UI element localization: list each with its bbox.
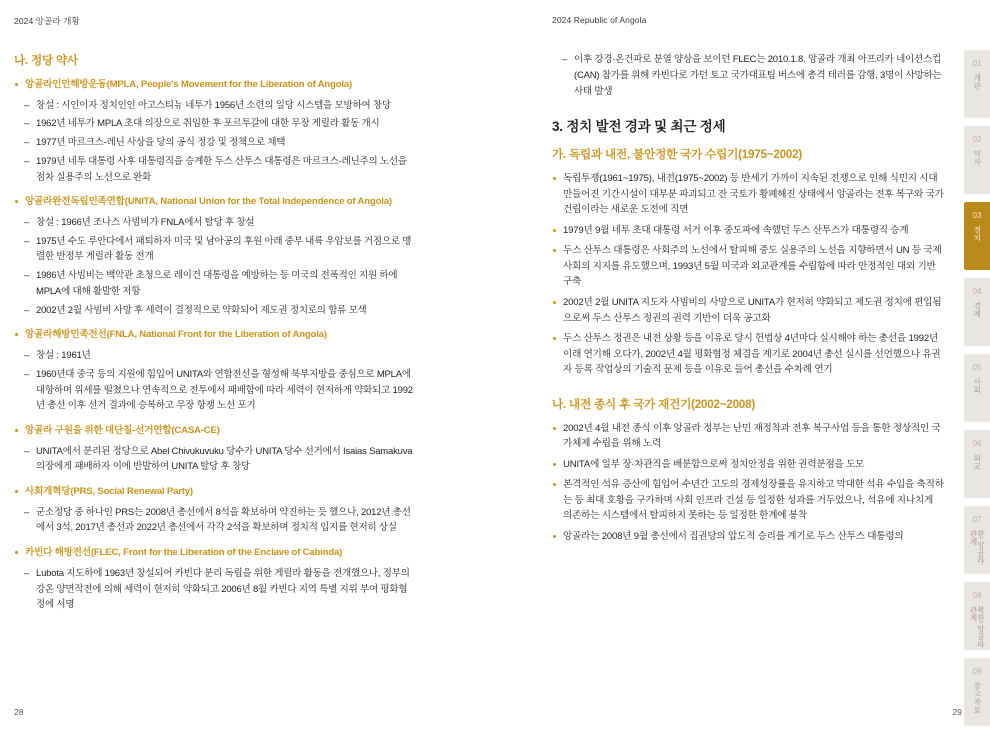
chapter-heading: 3. 정치 발전 경과 및 최근 정세: [552, 119, 726, 135]
list-item: 본격적인 석유 증산에 힘입어 수년간 고도의 경제성장률을 유지하고 막대한 석유 수입을 축적하는 등 최대 호황을 구가하며 사회 인프라 건설 등 일정한 성과를 거두었으나, 석유에 지나치게 의존하는 시스템에서 탈피하지 못하는 등 일정한 한계에 봉착: [552, 477, 944, 524]
party-group-items: [14, 215, 414, 319]
page-number-right: 29: [952, 707, 962, 717]
party-group-title: 앙골라 구원을 위한 대단칠-선거연합(CASA-CE): [14, 423, 414, 439]
list-item: – 1979년 네투 대통령 사후 대통령직을 승계한 두스 산투스 대통령은 마르크스-레닌주의 노선을 점차 실용주의 노선으로 완화: [14, 154, 414, 186]
list-item: – 이후 강경·온건파로 분열 양상을 보이던 FLEC는 2010.1.8. 앙골라 개최 아프리카 네이션스컵(CAN) 참가를 위해 카빈다로 가던 토고 국가대표팀 버스에 총격 테러를 감행, 3명이 사망하는 사태 발생: [552, 52, 944, 99]
party-group-title: 앙골라해방민족전선(FNLA, National Front for the Liberation of Angola): [14, 327, 414, 343]
chapter-tab-number: 06: [972, 439, 982, 448]
list-item: – 1986년 사빔비는 백악관 초청으로 레이건 대통령을 예방하는 등 미국의 전폭적인 지원 하에 MPLA에 대해 활발한 저항: [14, 268, 414, 300]
party-group-title: 앙골라완전독립민족연합(UNITA, National Union for the Total Independence of Angola): [14, 194, 414, 210]
chapter-tab-number: 02: [972, 135, 982, 144]
running-head-left: 2024 앙골라 개황: [14, 16, 80, 26]
party-group-title: 사회개혁당(PRS, Social Renewal Party): [14, 484, 414, 500]
chapter-tab-08[interactable]: [964, 582, 990, 650]
right-column: [552, 52, 944, 549]
list-item: – 1977년 마르크스-레닌 사상을 당의 공식 정강 및 정책으로 채택: [14, 135, 414, 151]
chapter-tab-number: 07: [972, 515, 982, 524]
page-number-left: 28: [14, 707, 24, 717]
list-item: – 창설 : 시인이자 정치인인 아고스티뉴 네투가 1956년 소련의 일당 시스템을 모방하여 창당: [14, 98, 414, 114]
chapter-tabs: [964, 50, 990, 729]
chapter-tab-04[interactable]: [964, 278, 990, 346]
subsection-heading-2: 나. 내전 종식 후 국가 재건기(2002~2008): [552, 397, 755, 411]
subsection-1-list: [552, 171, 944, 377]
chapter-tab-number: 03: [972, 211, 982, 220]
chapter-tab-label: 약사: [972, 150, 982, 166]
left-column: [14, 52, 414, 622]
continued-list: [552, 52, 944, 99]
chapter-tab-label: 사회: [972, 378, 982, 394]
chapter-tab-07[interactable]: [964, 506, 990, 574]
list-item: – 창설 : 1966년 조나스 사빔비가 FNLA에서 탈당 후 창설: [14, 215, 414, 231]
list-item: – 군소정당 중 하나인 PRS는 2008년 총선에서 8석을 확보하며 약진하는 듯 했으나, 2012년 총선에서 3석, 2017년 총선과 2022년 총선에서 각각 2석을 확보하며 정치적 입지를 현저히 상실: [14, 505, 414, 537]
chapter-tab-05[interactable]: [964, 354, 990, 422]
party-group-items: [14, 348, 414, 414]
chapter-tab-label: 북한·앙골라 관계: [969, 606, 986, 649]
chapter-tab-label: 참고자료: [972, 682, 982, 714]
chapter-tab-label: 경제: [972, 302, 982, 318]
party-group-items: [14, 98, 414, 186]
list-item: 두스 산투스 정권은 내전 상황 등을 이유로 당시 헌법상 4년마다 실시해야 하는 총선을 1992년 이래 연기해 오다가, 2002년 4월 평화협정 체결을 계기로 2004년 총선 실시를 선언했으나 유권자 등록 작업상의 기술적 문제 등을 이유로 들어 총선을 수차례 연기: [552, 331, 944, 378]
chapter-tab-09[interactable]: [964, 658, 990, 726]
party-group-title: 앙골라인민해방운동(MPLA, People's Movement for the Liberation of Angola): [14, 77, 414, 93]
party-group-items: [14, 505, 414, 537]
chapter-tab-label: 개관: [972, 74, 982, 90]
chapter-tab-label: 정치: [972, 226, 982, 242]
chapter-tab-06[interactable]: [964, 430, 990, 498]
list-item: – 1962년 네투가 MPLA 초대 의장으로 취임한 후 포르투갈에 대한 무장 게릴라 활동 개시: [14, 116, 414, 132]
chapter-tab-01[interactable]: [964, 50, 990, 118]
list-item: – 1975년 수도 루안다에서 패퇴하자 미국 및 남아공의 후원 아래 중부 내륙 우암보를 거점으로 맹렬한 반정부 게릴라 활동 전개: [14, 234, 414, 266]
chapter-tab-02[interactable]: [964, 126, 990, 194]
party-group-items: [14, 566, 414, 613]
list-item: – 창설 : 1961년: [14, 348, 414, 364]
chapter-tab-number: 09: [972, 667, 982, 676]
list-item: – 2002년 2월 사빔비 사망 후 세력이 결정적으로 약화되어 제도권 정치로의 합류 모색: [14, 303, 414, 319]
chapter-tab-number: 01: [972, 59, 982, 68]
chapter-tab-label: 외교: [972, 454, 982, 470]
list-item: 2002년 2월 UNITA 지도자 사빔비의 사망으로 UNITA가 현저히 약화되고 제도권 정치에 편입됨으로써 두스 산투스 정권의 권력 기반이 더욱 공고화: [552, 295, 944, 326]
running-head-right: 2024 Republic of Angola: [552, 15, 647, 25]
list-item: – Lubota 지도하에 1963년 창설되어 카빈다 분리 독립을 위한 게릴라 활동을 전개했으나, 정부의 강온 양면작전에 의해 세력이 현저히 약화되고 2006년 8월 카빈다 지역 특별 지위 부여 평화협정에 서명: [14, 566, 414, 613]
party-group-title: 카빈다 해방전선(FLEC, Front for the Liberation of the Enclave of Cabinda): [14, 545, 414, 561]
list-item: 두스 산투스 대통령은 사회주의 노선에서 탈피해 중도 실용주의 노선을 지향하면서 UN 등 국제사회의 지지를 유도했으며, 1993년 5월 미국과 외교관계를 수립함에 따라 안정적인 대외 기반 구축: [552, 243, 944, 290]
party-group-items: [14, 444, 414, 476]
chapter-tab-number: 08: [972, 591, 982, 600]
list-item: 앙골라는 2008년 9월 총선에서 집권당의 압도적 승리를 계기로 두스 산투스 대통령의: [552, 529, 944, 545]
list-item: 1979년 9월 네투 초대 대통령 서거 이후 중도파에 속했던 두스 산투스가 대통령직 승계: [552, 223, 944, 239]
list-item: – 1960년대 중국 등의 지원에 힘입어 UNITA와 연합전선을 형성해 북부지방을 중심으로 MPLA에 대항하며 위세를 떨쳤으나 연속적으로 전투에서 패배함에 따라 세력이 현저하게 약화되고 1992년 총선 이후 선거 결과에 승복하고 무장 항쟁 노선 포기: [14, 367, 414, 414]
party-history-list: [14, 77, 414, 613]
list-item: – UNITA에서 분리된 정당으로 Abel Chivukuvuku 당수가 UNITA 당수 선거에서 Isaias Samakuva 의장에게 패배하자 이에 반발하여 UNITA 탈당 후 창당: [14, 444, 414, 476]
list-item: 2002년 4월 내전 종식 이후 앙골라 정부는 난민 재정착과 전후 복구사업 등을 통한 정상적인 국가체제 수립을 위해 노력: [552, 421, 944, 452]
subsection-2-list: [552, 421, 944, 545]
list-item: UNITA에 일부 장·차관직을 배분함으로써 정치안정을 위한 권력분점을 도모: [552, 457, 944, 473]
chapter-tab-03[interactable]: [964, 202, 990, 270]
chapter-tab-label: 한·앙골라 관계: [969, 530, 986, 565]
chapter-tab-number: 05: [972, 363, 982, 372]
subsection-heading-1: 가. 독립과 내전, 불안정한 국가 수립기(1975~2002): [552, 148, 803, 162]
list-item: 독립투쟁(1961~1975), 내전(1975~2002) 등 반세기 가까이 지속된 전쟁으로 인해 식민지 시대 만들어진 기간시설이 대부분 파괴되고 잔 국토가 황폐해진 상태에서 앙골라는 전후 복구와 국가 건립이라는 새로운 도전에 직면: [552, 171, 944, 218]
left-section-heading: 나. 정당 약사: [14, 54, 79, 67]
chapter-tab-number: 04: [972, 287, 982, 296]
